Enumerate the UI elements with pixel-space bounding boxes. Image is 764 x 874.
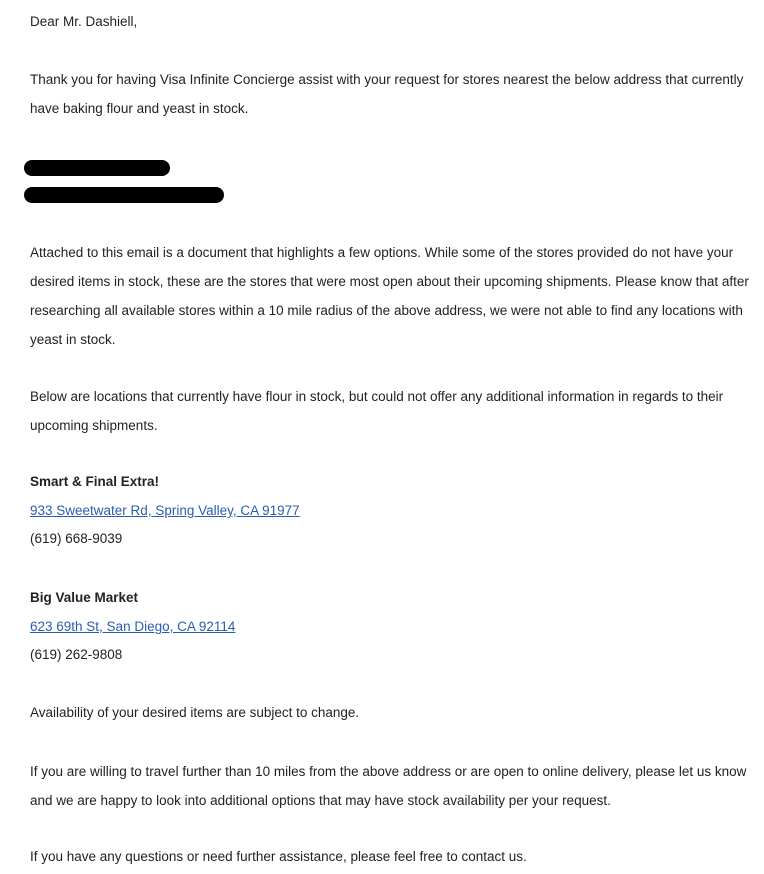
store-name: Big Value Market	[30, 590, 139, 605]
store-address-link[interactable]: 933 Sweetwater Rd, Spring Valley, CA 91977	[30, 503, 300, 518]
store-phone: (619) 668-9039	[30, 531, 123, 546]
intro-paragraph: Thank you for having Visa Infinite Concierge assist with your request for stores nearest the below address that currently have baking flour and yeast in stock.	[30, 72, 744, 116]
store-address-link[interactable]: 623 69th St, San Diego, CA 92114	[30, 619, 236, 634]
travel-paragraph: If you are willing to travel further than 10 miles from the above address or are open to online delivery, please let us know and we are happy to look into additional options that may have stock availability per your request.	[30, 764, 747, 808]
closing-line: If you have any questions or need further assistance, please feel free to contact us.	[30, 849, 527, 864]
store-name: Smart & Final Extra!	[30, 474, 160, 489]
attachment-paragraph: Attached to this email is a document that highlights a few options. While some of the stores provided do not have your desired items in stock, these are the stores that were most open about their upcoming shipments. Please know that after researching all available stores within a 10 mile radius of the above address, we were not able to find any locations with yeast in stock.	[30, 245, 749, 347]
redacted-address-line-1	[24, 160, 170, 176]
greeting: Dear Mr. Dashiell,	[30, 14, 138, 29]
availability-note: Availability of your desired items are subject to change.	[30, 705, 360, 720]
flour-paragraph: Below are locations that currently have flour in stock, but could not offer any additional information in regards to their upcoming shipments.	[30, 389, 724, 433]
store-phone: (619) 262-9808	[30, 647, 123, 662]
redacted-address-line-2	[24, 187, 224, 203]
